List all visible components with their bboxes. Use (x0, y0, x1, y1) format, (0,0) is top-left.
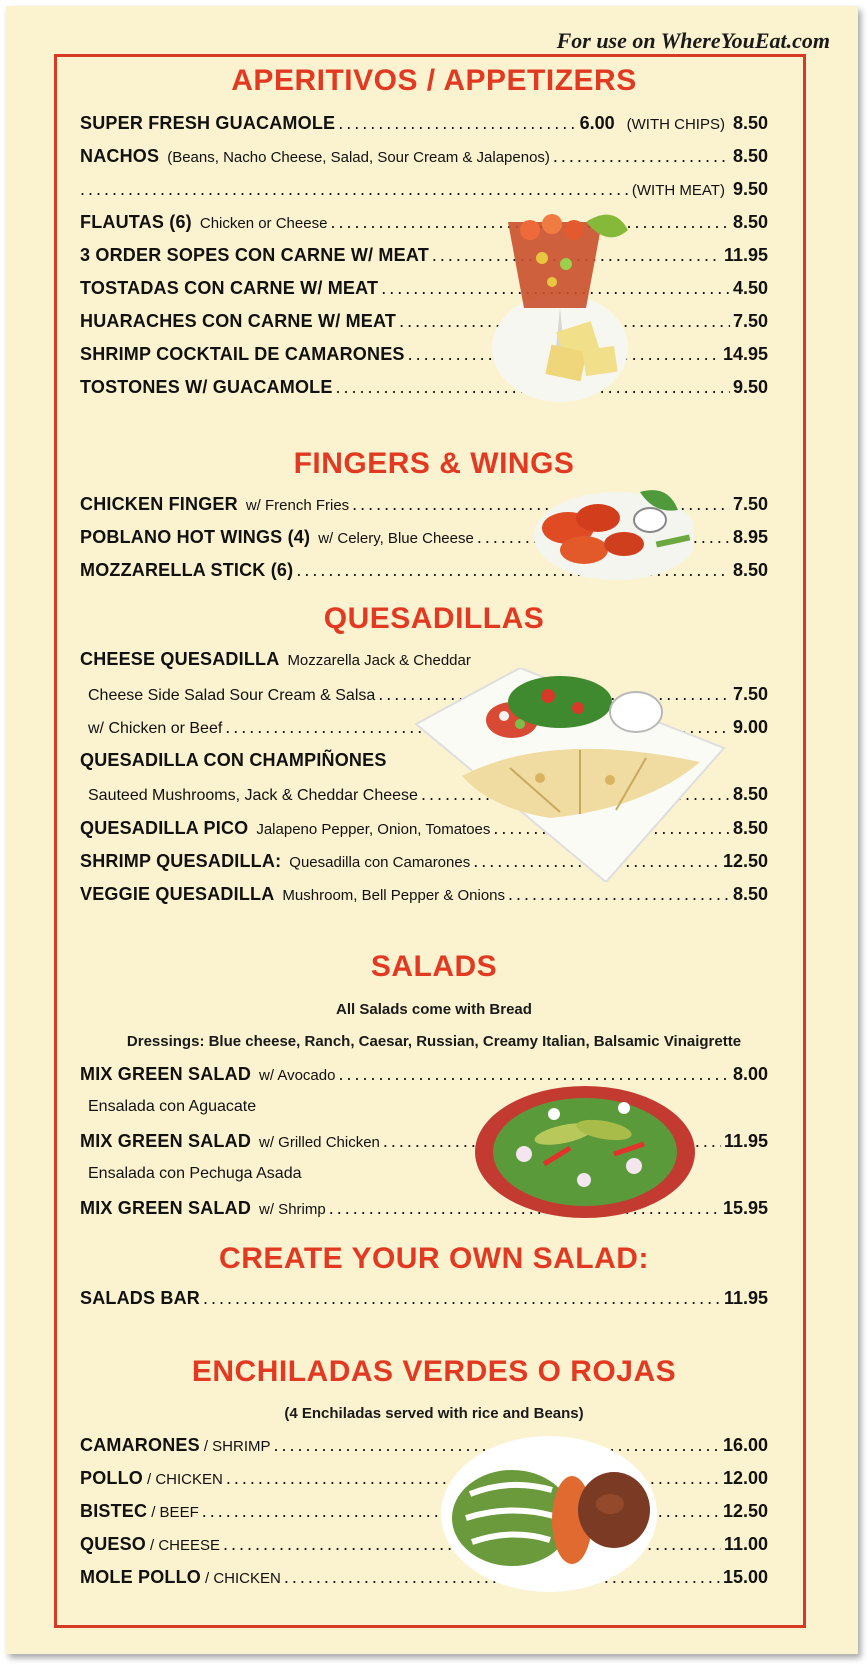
enchiladas-photo (440, 1434, 658, 1594)
menu-item-cheese-quesadilla: CHEESE QUESADILLA Mozzarella Jack & Cheddar (80, 649, 471, 669)
menu-item-enchiladas-cheese: QUESO / CHEESE ..... 11.00 (80, 1534, 768, 1564)
section-title-salads: SALADS (370, 950, 498, 983)
hot-wings-photo (528, 486, 694, 582)
menu-item-salad-avocado: MIX GREEN SALAD w/ Avocado ..... 8.00 (80, 1064, 768, 1094)
shrimp-cocktail-photo (490, 208, 632, 404)
menu-item-salad-chicken: MIX GREEN SALAD w/ Grilled Chicken ..... 11.95 (80, 1131, 768, 1161)
section-title-create-salad: CREATE YOUR OWN SALAD: (219, 1242, 649, 1275)
menu-item-nachos: NACHOS (Beans, Nacho Cheese, Salad, Sour Cream & Jalapenos) ..... 8.50 (80, 146, 768, 176)
menu-item-enchiladas-shrimp: CAMARONES / SHRIMP ..... 16.00 (80, 1435, 768, 1465)
menu-item-salad-chicken-es: Ensalada con Pechuga Asada (88, 1165, 302, 1182)
menu-item-tostones: TOSTONES W/ GUACAMOLE ..... 9.50 (80, 377, 768, 407)
menu-item-mozzarella: MOZZARELLA STICK (6) ..... 8.50 (80, 560, 768, 590)
section-title-appetizers: APERITIVOS / APPETIZERS (231, 64, 637, 97)
menu-item-shrimp-quesadilla: SHRIMP QUESADILLA: Quesadilla con Camarones ..... 12.50 (80, 851, 768, 881)
menu-item-quesadilla-pico: QUESADILLA PICO Jalapeno Pepper, Onion, Tomatoes ..... 8.50 (80, 818, 768, 848)
enchiladas-note: (4 Enchiladas served with rice and Beans) (284, 1405, 584, 1422)
menu-item-champinones: QUESADILLA CON CHAMPIÑONES (80, 750, 387, 770)
menu-item-salad-avocado-es: Ensalada con Aguacate (88, 1098, 257, 1115)
menu-item-salad-shrimp: MIX GREEN SALAD w/ Shrimp ..... 15.95 (80, 1198, 768, 1228)
menu-item-nachos-meat: ..... (WITH MEAT) 9.50 (80, 179, 768, 209)
menu-item-tostadas: TOSTADAS CON CARNE W/ MEAT ..... 4.50 (80, 278, 768, 308)
menu-item-enchiladas-chicken: POLLO / CHICKEN ..... 12.00 (80, 1468, 768, 1498)
menu-item-champinones-desc: Sauteed Mushrooms, Jack & Cheddar Cheese ..... 8.50 (88, 784, 768, 814)
menu-item-guacamole: SUPER FRESH GUACAMOLE ..... 6.00 (WITH CHIPS) 8.50 (80, 113, 768, 143)
section-title-quesadillas: QUESADILLAS (323, 602, 545, 635)
section-title-enchiladas: ENCHILADAS VERDES O ROJAS (191, 1355, 677, 1388)
menu-item-flautas: FLAUTAS (6) Chicken or Cheese ..... 8.50 (80, 212, 768, 242)
quesadilla-photo (410, 668, 730, 882)
menu-item-shrimp-cocktail: SHRIMP COCKTAIL DE CAMARONES ..... 14.95 (80, 344, 768, 374)
menu-item-huaraches: HUARACHES CON CARNE W/ MEAT ..... 7.50 (80, 311, 768, 341)
salads-note: All Salads come with Bread (336, 1001, 532, 1018)
section-title-wings: FINGERS & WINGS (293, 447, 575, 480)
menu-item-enchiladas-beef: BISTEC / BEEF ..... 12.50 (80, 1501, 768, 1531)
salad-photo (474, 1084, 696, 1220)
menu-item-enchiladas-mole: MOLE POLLO / CHICKEN ..... 15.00 (80, 1567, 768, 1597)
menu-item-cheese-quesadilla-side: Cheese Side Salad Sour Cream & Salsa ..... 7.50 (88, 684, 768, 714)
watermark: For use on WhereYouEat.com (556, 28, 830, 53)
salads-dressings: Dressings: Blue cheese, Ranch, Caesar, Russian, Creamy Italian, Balsamic Vinaigrette (126, 1033, 742, 1050)
menu-item-chicken-finger: CHICKEN FINGER w/ French Fries ..... 7.50 (80, 494, 768, 524)
menu-item-quesadilla-meat: w/ Chicken or Beef ..... 9.00 (88, 717, 768, 747)
menu-item-sopes: 3 ORDER SOPES CON CARNE W/ MEAT ..... 11.95 (80, 245, 768, 275)
menu-item-veggie-quesadilla: VEGGIE QUESADILLA Mushroom, Bell Pepper & Onions ..... 8.50 (80, 884, 768, 914)
menu-item-hot-wings: POBLANO HOT WINGS (4) w/ Celery, Blue Cheese ..... 8.95 (80, 527, 768, 557)
menu-item-salads-bar: SALADS BAR ..... 11.95 (80, 1288, 768, 1318)
